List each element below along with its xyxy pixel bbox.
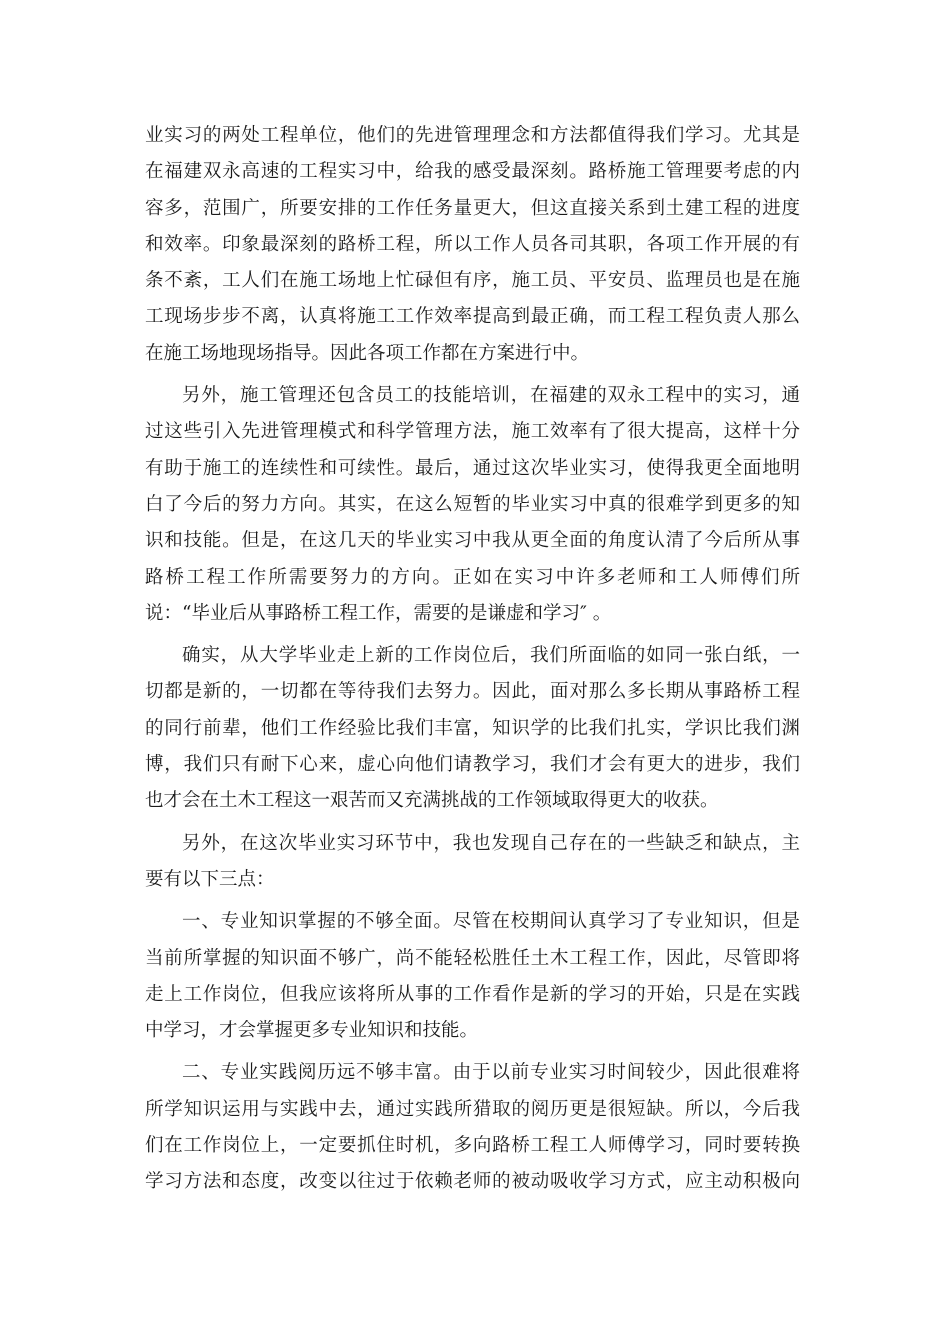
- text-line: 另外，在这次毕业实习环节中，我也发现自己存在的一些缺乏和缺点，主: [182, 832, 800, 854]
- paragraph: [145, 638, 800, 819]
- text-line: 也才会在土木工程这一艰苦而又充满挑战的工作领域取得更大的收获。: [145, 790, 719, 812]
- text-line: 白了今后的努力方向。其实，在这么短暂的毕业实习中真的很难学到更多的知: [145, 493, 800, 515]
- text-line: 业实习的两处工程单位，他们的先进管理理念和方法都值得我们学习。尤其是: [145, 125, 800, 146]
- text-line: 在福建双永高速的工程实习中，给我的感受最深刻。路桥施工管理要考虑的内: [145, 161, 800, 183]
- text-line: 另外，施工管理还包含员工的技能培训，在福建的双永工程中的实习，通: [182, 385, 800, 407]
- text-line: 学习方法和态度，改变以往过于依赖老师的被动吸收学习方式，应主动积极向: [145, 1171, 800, 1193]
- paragraph: [145, 118, 800, 372]
- text-line: 确实，从大学毕业走上新的工作岗位后，我们所面临的如同一张白纸，一: [182, 645, 800, 667]
- text-line: 二、专业实践阅历远不够丰富。由于以前专业实习时间较少，因此很难将: [182, 1062, 800, 1084]
- paragraph: [145, 378, 800, 632]
- paragraph: [145, 826, 800, 899]
- text-line: 工现场步步不离，认真将施工工作效率提高到最正确，而工程工程负责人那么: [145, 306, 800, 328]
- paragraph: [145, 904, 800, 1049]
- text-line: 说：“毕业后从事路桥工程工作，需要的是谦虚和学习″ 。: [145, 602, 612, 624]
- text-line: 中学习，才会掌握更多专业知识和技能。: [145, 1020, 479, 1042]
- document-body: [145, 118, 800, 1207]
- text-line: 在施工场地现场指导。因此各项工作都在方案进行中。: [145, 342, 590, 364]
- text-line: 切都是新的，一切都在等待我们去努力。因此，面对那么多长期从事路桥工程: [145, 681, 800, 703]
- text-line: 的同行前辈，他们工作经验比我们丰富，知识学的比我们扎实，学识比我们渊: [145, 717, 800, 739]
- text-line: 一、专业知识掌握的不够全面。尽管在校期间认真学习了专业知识，但是: [182, 911, 800, 933]
- paragraph: [145, 1055, 800, 1200]
- text-line: 识和技能。但是，在这几天的毕业实习中我从更全面的角度认清了今后所从事: [145, 530, 800, 552]
- text-line: 容多，范围广，所要安排的工作任务量更大，但这直接关系到土建工程的进度: [145, 197, 800, 219]
- text-line: 条不紊，工人们在施工场地上忙碌但有序，施工员、平安员、监理员也是在施: [145, 270, 800, 292]
- text-line: 们在工作岗位上，一定要抓住时机，多向路桥工程工人师傅学习，同时要转换: [145, 1135, 800, 1157]
- text-line: 和效率。印象最深刻的路桥工程，所以工作人员各司其职，各项工作开展的有: [145, 233, 800, 255]
- text-line: 博，我们只有耐下心来，虚心向他们请教学习，我们才会有更大的进步，我们: [145, 754, 800, 776]
- text-line: 路桥工程工作所需要努力的方向。正如在实习中许多老师和工人师傅们所: [145, 566, 800, 588]
- text-line: 过这些引入先进管理模式和科学管理方法，施工效率有了很大提高，这样十分: [145, 421, 800, 443]
- text-line: 所学知识运用与实践中去，通过实践所猎取的阅历更是很短缺。所以，今后我: [145, 1098, 800, 1120]
- text-line: 有助于施工的连续性和可续性。最后，通过这次毕业实习，使得我更全面地明: [145, 457, 800, 479]
- text-line: 当前所掌握的知识面不够广，尚不能轻松胜任土木工程工作，因此，尽管即将: [145, 947, 800, 969]
- text-line: 走上工作岗位，但我应该将所从事的工作看作是新的学习的开始，只是在实践: [145, 983, 800, 1005]
- text-line: 要有以下三点：: [145, 868, 275, 890]
